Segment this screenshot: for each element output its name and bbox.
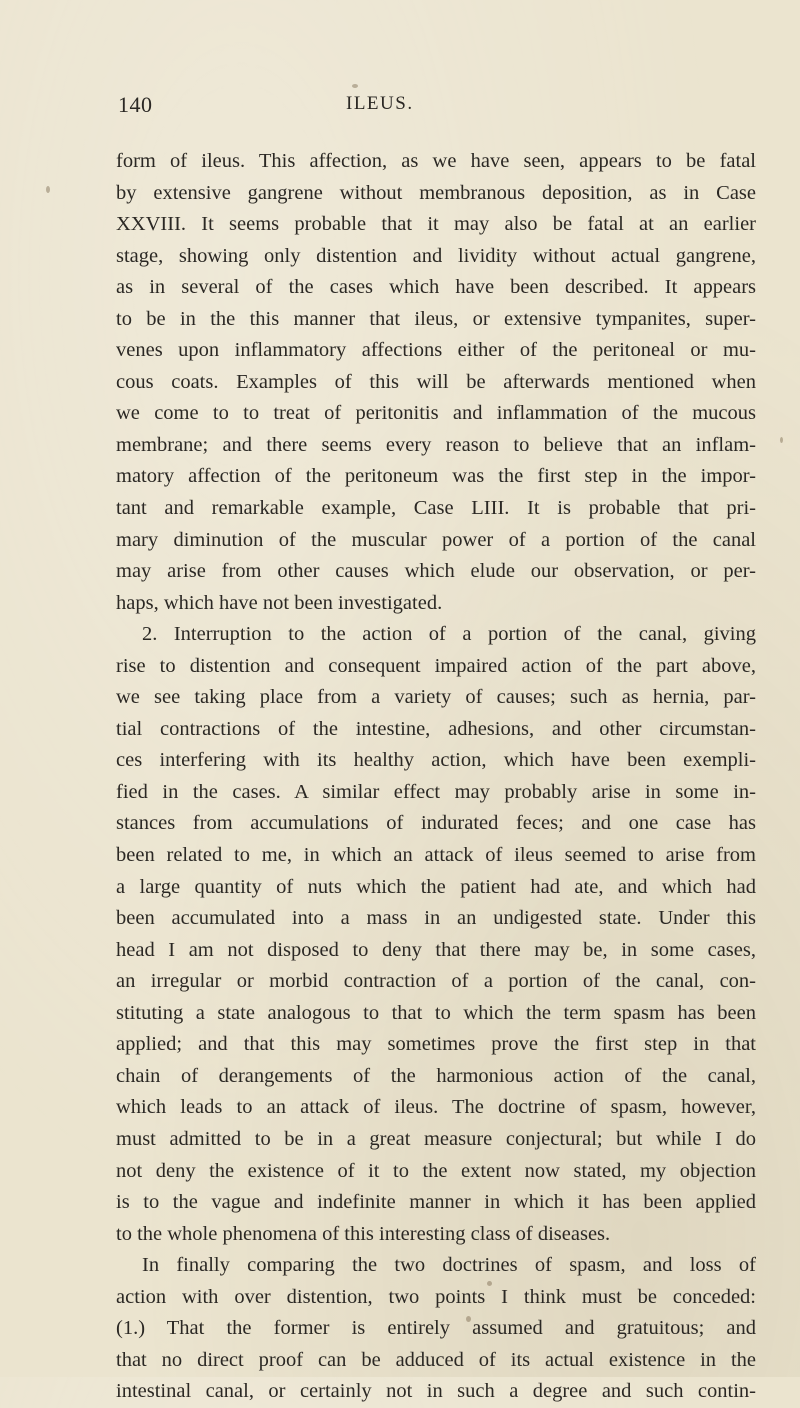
text-line: we see taking place from a variety of causes; such as hernia, par- — [116, 686, 756, 709]
running-title: ILEUS. — [346, 93, 414, 114]
text-line: we come to to treat of peritonitis and inflammation of the mucous — [116, 402, 756, 425]
text-line: to the whole phenomena of this interesting class of diseases. — [116, 1222, 611, 1245]
text-line: tant and remarkable example, Case LIII. It is probable that pri- — [116, 497, 756, 520]
text-line: fied in the cases. A similar effect may probably arise in some in- — [116, 780, 756, 803]
text-line: rise to distention and consequent impaired action of the part above, — [116, 654, 756, 677]
text-line: is to the vague and indefinite manner in which it has been applied — [116, 1191, 756, 1214]
text-line: matory affection of the peritoneum was the first step in the impor- — [116, 465, 756, 488]
text-line: membrane; and there seems every reason to believe that an inflam- — [116, 433, 756, 456]
text-line: by extensive gangrene without membranous deposition, as in Case — [116, 181, 756, 204]
text-line: not deny the existence of it to the extent now stated, my objection — [116, 1159, 756, 1182]
text-line: (1.) That the former is entirely assumed and gratuitous; and — [116, 1317, 756, 1340]
text-line: which leads to an attack of ileus. The doctrine of spasm, however, — [116, 1096, 756, 1119]
text-line: cous coats. Examples of this will be afterwards mentioned when — [116, 370, 756, 393]
text-line: form of ileus. This affection, as we have seen, appears to be fatal — [116, 150, 756, 172]
text-line: ces interfering with its healthy action, which have been exempli- — [116, 749, 756, 772]
text-line: mary diminution of the muscular power of a portion of the canal — [116, 528, 756, 551]
paper-speck — [780, 437, 783, 443]
paper-speck — [46, 186, 50, 193]
text-line: tial contractions of the intestine, adhesions, and other circumstan- — [116, 717, 756, 740]
text-line: stances from accumulations of indurated feces; and one case has — [116, 812, 756, 835]
text-line: XXVIII. It seems probable that it may also be fatal at an earlier — [116, 213, 756, 236]
text-line: action with over distention, two points I think must be conceded: — [116, 1285, 756, 1308]
text-line: In finally comparing the two doctrines of spasm, and loss of — [142, 1254, 756, 1277]
body-text — [116, 146, 756, 1408]
text-line: that no direct proof can be adduced of its actual existence in the — [116, 1348, 756, 1371]
text-line: as in several of the cases which have been described. It appears — [116, 276, 756, 299]
text-line: stituting a state analogous to that to which the term spasm has been — [116, 1001, 756, 1024]
text-line: been accumulated into a mass in an undigested state. Under this — [116, 907, 756, 930]
text-line: to be in the this manner that ileus, or extensive tympanites, super- — [116, 307, 756, 330]
text-line: must admitted to be in a great measure conjectural; but while I do — [116, 1127, 756, 1150]
page-number: 140 — [118, 92, 153, 117]
text-line: 2. Interruption to the action of a portion of the canal, giving — [142, 623, 756, 646]
text-line: an irregular or morbid contraction of a portion of the canal, con- — [116, 970, 756, 993]
text-line: been related to me, in which an attack of ileus seemed to arise from — [116, 844, 756, 867]
running-head — [118, 92, 718, 122]
text-line: chain of derangements of the harmonious action of the canal, — [116, 1064, 756, 1087]
text-line: venes upon inflammatory affections either of the peritoneal or mu- — [116, 339, 756, 362]
paper-speck — [466, 1316, 471, 1322]
text-line: haps, which have not been investigated. — [116, 591, 443, 614]
text-line: applied; and that this may sometimes prove the first step in that — [116, 1033, 756, 1056]
text-line: a large quantity of nuts which the patient had ate, and which had — [116, 875, 756, 898]
text-line: stage, showing only distention and lividity without actual gangrene, — [116, 244, 756, 267]
paper-speck — [352, 84, 358, 88]
paper-speck — [487, 1281, 492, 1286]
text-line: intestinal canal, or certainly not in such a degree and such contin- — [116, 1380, 756, 1403]
text-line: head I am not disposed to deny that there may be, in some cases, — [116, 938, 756, 961]
text-line: may arise from other causes which elude our observation, or per- — [116, 560, 756, 583]
